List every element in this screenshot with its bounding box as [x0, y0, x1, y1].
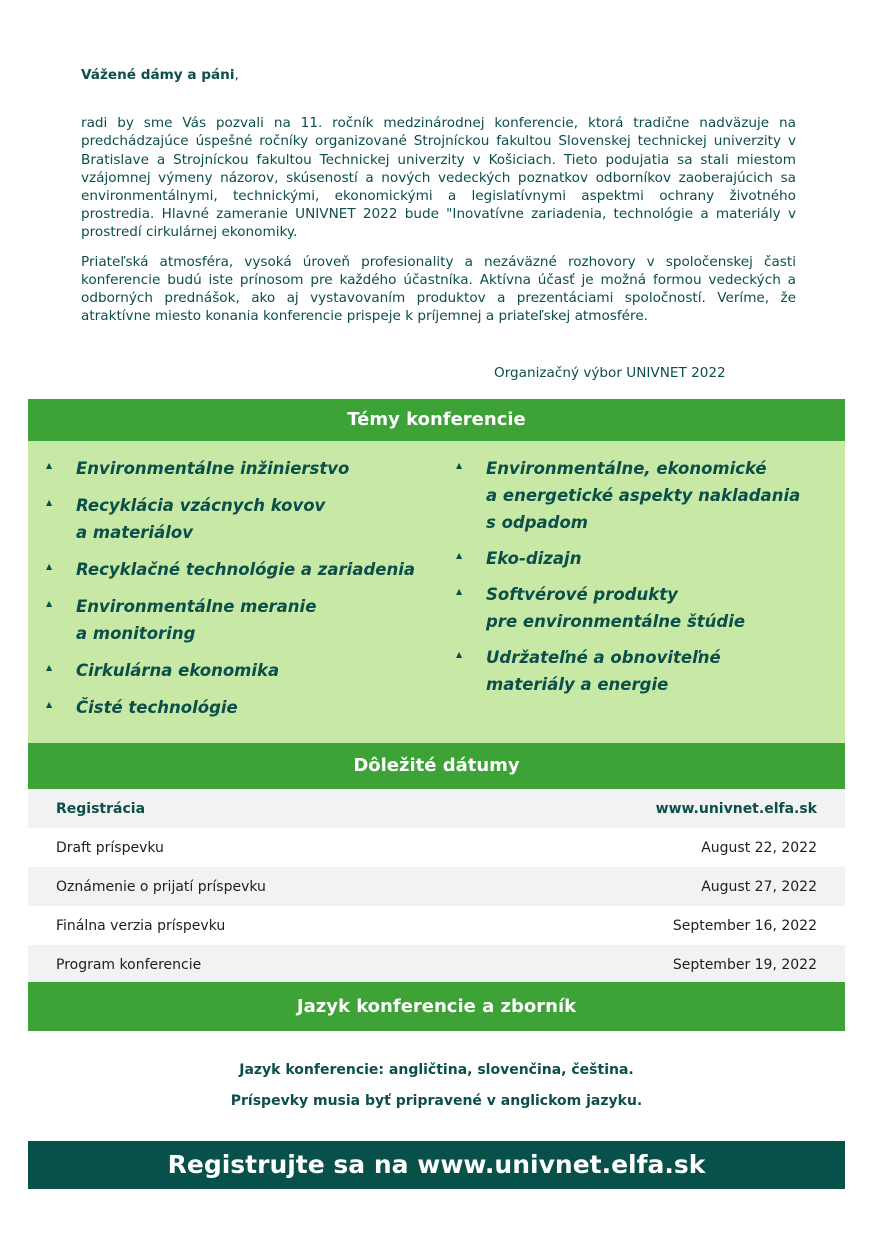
topic-text: Environmentálne meranie [76, 597, 317, 616]
intro-paragraph-2: Priateľská atmosféra, vysoká úroveň profesionality a nezáväzné rozhovory v spoločenskej časti konferencie budú iste prínosom pre každého účastníka. Aktívna účasť je možná formou vedeckých a odborných prednášok, ako aj vystavovaním produktov a prezentáciami spoločností. Veríme, že atraktívne miesto konania konferencie prispeje k príjemnej a priateľskej atmosfére. [81, 253, 796, 325]
topic-text: Environmentálne, ekonomické [486, 459, 767, 478]
date-row [28, 828, 845, 867]
date-label: Registrácia [56, 800, 146, 817]
date-label: Finálna verzia príspevku [56, 917, 226, 934]
signature: Organizačný výbor UNIVNET 2022 [494, 365, 726, 381]
date-row [28, 906, 845, 945]
date-row [28, 945, 845, 984]
topic-item [46, 492, 446, 546]
topic-text: materiály a energie [486, 675, 669, 694]
triangle-bullet-icon: ▲ [456, 461, 463, 470]
triangle-bullet-icon: ▲ [46, 700, 53, 709]
topic-text: pre environmentálne štúdie [486, 612, 746, 631]
registration-link[interactable]: www.univnet.elfa.sk [655, 800, 817, 817]
date-label: Draft príspevku [56, 839, 164, 856]
topic-text: Recyklácia vzácnych kovov [76, 496, 326, 515]
topic-text: Environmentálne inžinierstvo [76, 459, 350, 478]
topic-text: s odpadom [486, 513, 588, 532]
topic-item [456, 581, 836, 635]
topics-right-column [456, 455, 836, 707]
language-heading: Jazyk konferencie a zborník [28, 982, 845, 1031]
topics-panel [28, 441, 845, 743]
date-value: August 27, 2022 [701, 878, 817, 895]
topic-text: Udržateľné a obnoviteľné [486, 648, 721, 667]
triangle-bullet-icon: ▲ [46, 461, 53, 470]
date-label: Oznámenie o prijatí príspevku [56, 878, 266, 895]
topics-left-column [46, 455, 446, 731]
intro-paragraph-1: radi by sme Vás pozvali na 11. ročník medzinárodnej konferencie, ktorá tradične nadväzuje na predchádzajúce úspešné ročníky organizované Strojníckou fakultou Slovenskej technickej univerzity v Bratislave a Strojníckou fakultou Technickej univerzity v Košiciach. Tieto podujatia sa stali miestom vzájomnej výmeny názorov, skúseností a nových vedeckých poznatkov odborníkov zaoberajúcich sa environmentálnymi, technickými, ekonomickými a legislatívnymi aspektmi ochrany životného prostredia. Hlavné zameranie UNIVNET 2022 bude "Inovatívne zariadenia, technológie a materiály v prostredí cirkulárnej ekonomiky. [81, 115, 796, 241]
topic-text: Eko-dizajn [486, 549, 582, 568]
topic-text: a energetické aspekty nakladania [486, 486, 801, 505]
topic-item [46, 694, 446, 721]
invitation-letter [81, 66, 796, 336]
dates-table [28, 789, 845, 984]
topic-text: a materiálov [76, 523, 193, 542]
registration-row [28, 789, 845, 828]
date-value: September 16, 2022 [672, 917, 817, 934]
triangle-bullet-icon: ▲ [46, 663, 53, 672]
triangle-bullet-icon: ▲ [456, 551, 463, 560]
topic-item [46, 556, 446, 583]
topic-item [46, 455, 446, 482]
salutation [81, 66, 796, 84]
topic-item [456, 545, 836, 572]
topic-text: a monitoring [76, 624, 196, 643]
dates-heading: Dôležité dátumy [28, 743, 845, 789]
registration-banner: Registrujte sa na www.univnet.elfa.sk [28, 1141, 845, 1189]
triangle-bullet-icon: ▲ [46, 498, 53, 507]
date-value: August 22, 2022 [701, 839, 817, 856]
language-requirement: Príspevky musia byť pripravené v anglickom jazyku. [230, 1093, 643, 1109]
triangle-bullet-icon: ▲ [456, 587, 463, 596]
triangle-bullet-icon: ▲ [46, 599, 53, 608]
topic-text: Čisté technológie [76, 698, 238, 717]
topic-item [456, 455, 836, 536]
topic-text: Recyklačné technológie a zariadenia [76, 560, 415, 579]
topic-item [456, 644, 836, 698]
salutation-text: Vážené dámy a páni [81, 67, 235, 83]
topics-heading: Témy konferencie [28, 399, 845, 441]
language-line: Jazyk konferencie: angličtina, slovenčina, čeština. [239, 1062, 634, 1078]
topic-text: Softvérové produkty [486, 585, 678, 604]
date-row [28, 867, 845, 906]
topic-item [46, 593, 446, 647]
triangle-bullet-icon: ▲ [46, 562, 53, 571]
date-value: September 19, 2022 [672, 956, 817, 973]
date-label: Program konferencie [56, 956, 202, 973]
triangle-bullet-icon: ▲ [456, 650, 463, 659]
topic-item [46, 657, 446, 684]
salutation-punctuation: , [234, 67, 239, 83]
topic-text: Cirkulárna ekonomika [76, 661, 280, 680]
